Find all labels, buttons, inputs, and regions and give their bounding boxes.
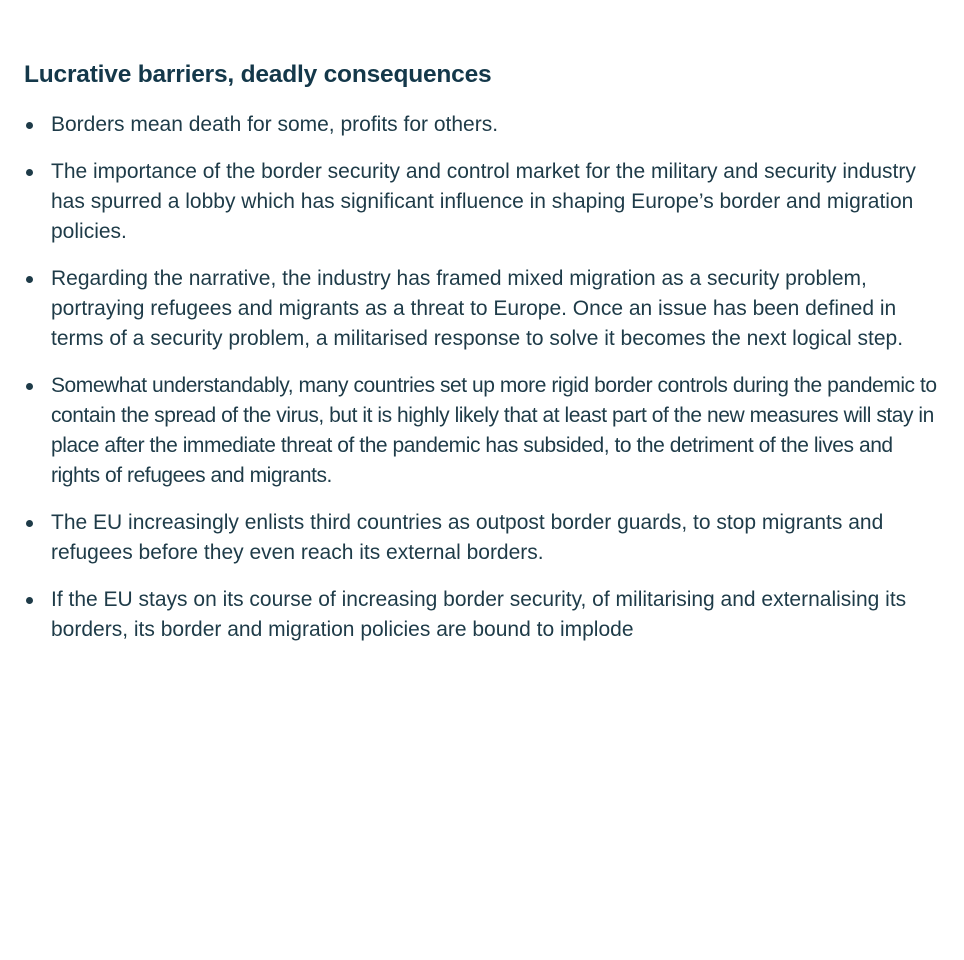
bullet-item — [24, 371, 946, 491]
bullet-item — [24, 110, 946, 140]
bullet-text: If the EU stays on its course of increasing border security, of militarising and externalising its borders, its border and migration policies are bound to implode — [51, 588, 907, 641]
bullet-dot-icon — [26, 383, 33, 390]
bullet-list — [24, 110, 946, 645]
section-heading: Lucrative barriers, deadly consequences — [24, 61, 492, 88]
bullet-dot-icon — [26, 597, 33, 604]
bullet-text: Regarding the narrative, the industry has framed mixed migration as a security problem, portraying refugees and migrants as a threat to Europe. Once an issue has been defined in terms of a security problem, a militarised response to solve it becomes the next logical step. — [51, 267, 904, 350]
bullet-dot-icon — [26, 520, 33, 527]
bullet-text: Somewhat understandably, many countries set up more rigid border controls during the pandemic to contain the spread of the virus, but it is highly likely that at least part of the new measures will stay in place after the immediate threat of the pandemic has subsided, to the detriment of the lives and rights of refugees and migrants. — [51, 374, 937, 487]
bullet-item — [24, 157, 946, 247]
bullet-dot-icon — [26, 122, 33, 129]
bullet-item — [24, 508, 946, 568]
document-body — [24, 58, 946, 662]
bullet-text: Borders mean death for some, profits for others. — [51, 113, 499, 136]
bullet-dot-icon — [26, 169, 33, 176]
bullet-dot-icon — [26, 276, 33, 283]
bullet-item — [24, 264, 946, 354]
bullet-text: The EU increasingly enlists third countries as outpost border guards, to stop migrants and refugees before they even reach its external borders. — [51, 511, 884, 564]
bullet-text: The importance of the border security and control market for the military and security industry has spurred a lobby which has significant influence in shaping Europe’s border and migration policies. — [51, 160, 916, 243]
bullet-item — [24, 585, 946, 645]
